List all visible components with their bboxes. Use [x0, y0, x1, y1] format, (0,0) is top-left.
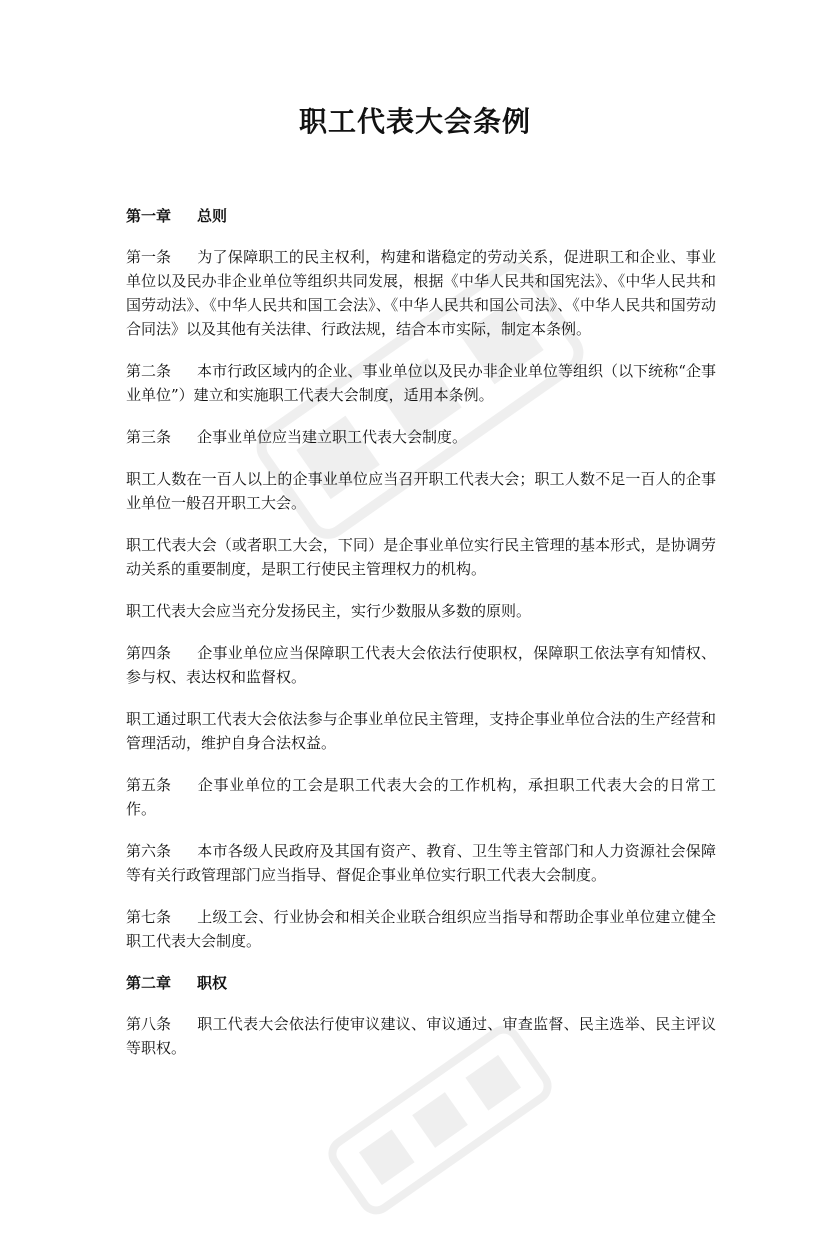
article-text: 本市行政区域内的企业、事业单位以及民办非企业单位等组织（以下统称“企事业单位”）建立和实施职工代表大会制度，适用本条例。 — [126, 362, 716, 404]
article-text: 企事业单位的工会是职工代表大会的工作机构，承担职工代表大会的日常工作。 — [126, 776, 716, 818]
chapter-number: 第二章 — [126, 974, 172, 992]
article-text: 企事业单位应当保障职工代表大会依法行使职权，保障职工依法享有知情权、参与权、表达权和监督权。 — [126, 644, 716, 686]
article-text: 企事业单位应当建立职工代表大会制度。 — [197, 428, 468, 446]
body-paragraph: 职工通过职工代表大会依法参与企事业单位民主管理，支持企事业单位合法的生产经营和管理活动，维护自身合法权益。 — [126, 710, 716, 752]
chapter-heading-1 — [126, 204, 716, 228]
article-text: 上级工会、行业协会和相关企业联合组织应当指导和帮助企事业单位建立健全职工代表大会制度。 — [126, 908, 716, 950]
body-paragraph: 职工人数在一百人以上的企事业单位应当召开职工代表大会；职工人数不足一百人的企事业单位一般召开职工大会。 — [126, 470, 716, 512]
article-paragraph — [126, 359, 716, 407]
article-number: 第二条 — [126, 362, 172, 380]
article-paragraph — [126, 905, 716, 953]
document-title: 职工代表大会条例 — [298, 105, 531, 138]
body-paragraph: 职工代表大会应当充分发扬民主，实行少数服从多数的原则。 — [126, 602, 532, 620]
article-paragraph — [126, 641, 716, 689]
article-number: 第四条 — [126, 644, 172, 662]
article-paragraph — [126, 1012, 716, 1060]
article-number: 第八条 — [126, 1015, 172, 1033]
chapter-name: 职权 — [197, 974, 228, 992]
article-paragraph — [126, 773, 716, 821]
article-number: 第三条 — [126, 428, 172, 446]
chapter-name: 总则 — [197, 207, 228, 225]
article-paragraph — [126, 425, 716, 449]
article-number: 第五条 — [126, 776, 172, 794]
document-body — [126, 204, 716, 1078]
article-number: 第一条 — [126, 248, 172, 266]
article-paragraph — [126, 839, 716, 887]
article-text: 职工代表大会依法行使审议建议、审议通过、审查监督、民主选举、民主评议等职权。 — [126, 1015, 716, 1057]
article-number: 第七条 — [126, 908, 172, 926]
article-paragraph — [126, 245, 716, 341]
article-text: 为了保障职工的民主权利，构建和谐稳定的劳动关系，促进职工和企业、事业单位以及民办非企业单位等组织共同发展，根据《中华人民共和国宪法》、《中华人民共和国劳动法》、《中华人民共和国工会法》、《中华人民共和国公司法》、《中华人民共和国劳动合同法》以及其他有关法律、行政法规，结合本市实际，制定本条例。 — [126, 248, 716, 338]
article-number: 第六条 — [126, 842, 172, 860]
article-text: 本市各级人民政府及其国有资产、教育、卫生等主管部门和人力资源社会保障等有关行政管理部门应当指导、督促企事业单位实行职工代表大会制度。 — [126, 842, 716, 884]
body-paragraph: 职工代表大会（或者职工大会，下同）是企事业单位实行民主管理的基本形式，是协调劳动关系的重要制度，是职工行使民主管理权力的机构。 — [126, 536, 716, 578]
chapter-heading-2 — [126, 971, 716, 995]
chapter-number: 第一章 — [126, 207, 172, 225]
